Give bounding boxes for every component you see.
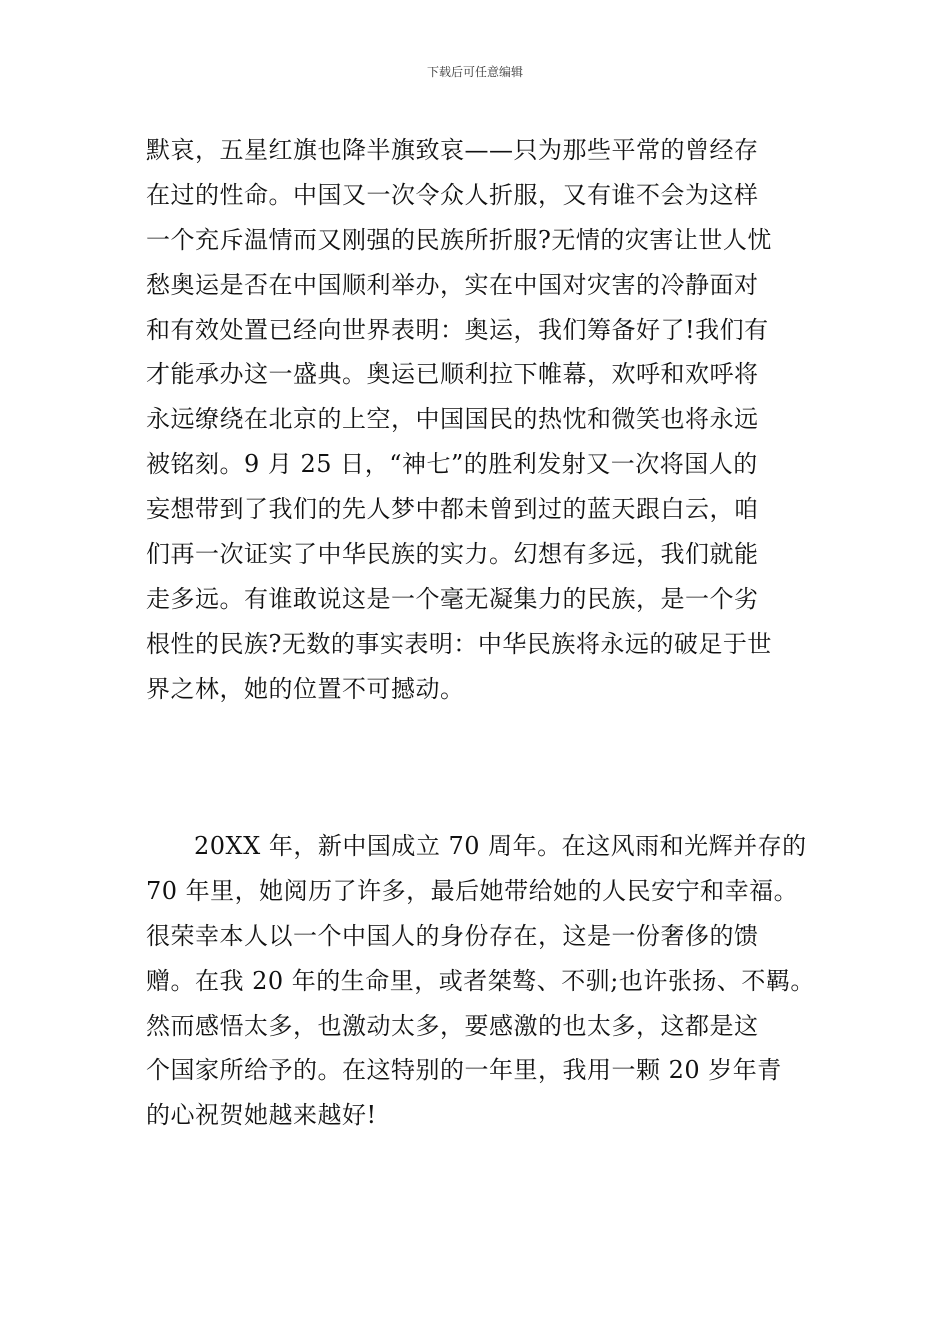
text-line: 很荣幸本人以一个中国人的身份存在，这是一份奢侈的馈 [146,921,759,950]
text-line: 默哀，五星红旗也降半旗致哀——只为那些平常的曾经存 [146,136,759,164]
text-line: 在过的性命。中国又一次令众人折服，又有谁不会为这样 [146,180,759,209]
text-line: 和有效处置已经向世界表明：奥运，我们筹备好了!我们有 [146,315,769,344]
text-line: 70 年里，她阅历了许多，最后她带给她的人民安宁和幸福。 [146,876,799,905]
page-header: 下载后可任意编辑 [426,65,523,79]
text-line: 的心祝贺她越来越好! [146,1101,377,1130]
text-line: 走多远。有谁敢说这是一个毫无凝集力的民族，是一个劣 [146,584,759,613]
text-line: 们再一次证实了中华民族的实力。幻想有多远，我们就能 [146,540,759,569]
text-line: 愁奥运是否在中国顺利举办，实在中国对灾害的冷静面对 [146,270,759,299]
paragraph-1 [146,128,816,712]
text-line: 被铭刻。9 月 25 日，“神七”的胜利发射又一次将国人的 [146,450,758,479]
text-line: 赠。在我 20 年的生命里，或者桀骜、不驯;也许张扬、不羁。 [146,966,815,995]
paragraph-2 [146,824,816,1138]
text-line: 才能承办这一盛典。奥运已顺利拉下帷幕，欢呼和欢呼将 [146,360,759,389]
text-line-indented: 20XX 年，新中国成立 70 周年。在这风雨和光辉并存的 [194,832,807,860]
text-line: 界之林，她的位置不可撼动。 [146,674,465,703]
text-line: 根性的民族?无数的事实表明：中华民族将永远的破足于世 [146,629,772,658]
text-line: 永远缭绕在北京的上空，中国国民的热忱和微笑也将永远 [146,405,759,434]
text-line: 妄想带到了我们的先人梦中都未曾到过的蓝天跟白云，咱 [146,495,759,524]
text-line: 一个充斥温情而又刚强的民族所折服?无情的灾害让世人忧 [146,225,772,254]
text-line: 然而感悟太多，也激动太多，要感激的也太多，这都是这 [146,1011,759,1040]
text-line: 个国家所给予的。在这特别的一年里，我用一颗 20 岁年青 [146,1056,782,1085]
